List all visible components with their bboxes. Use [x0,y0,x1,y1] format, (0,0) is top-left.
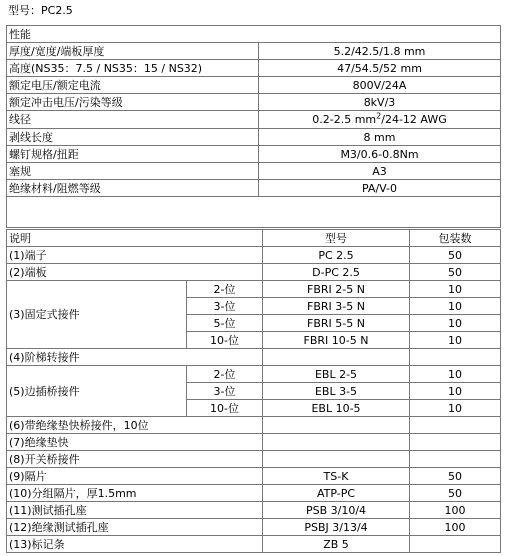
parts-desc: (8)开关桥接件 [7,451,263,468]
parts-pack: 10 [410,332,501,349]
spec-label: 螺钉规格/扭距 [7,146,259,163]
parts-model [263,349,410,366]
parts-desc: (5)边插桥接件 [7,366,187,417]
spec-header: 性能 [7,26,501,43]
spec-row [7,111,501,129]
spec-value: 800V/24A [259,77,501,94]
parts-pack: 10 [410,383,501,400]
spec-value: PA/V-0 [259,180,501,197]
parts-row [7,434,501,451]
spec-value: M3/0.6-0.8Nm [259,146,501,163]
parts-header-desc: 说明 [7,230,263,247]
parts-pack: 10 [410,298,501,315]
parts-desc: (6)带绝缘垫快桥接件，10位 [7,417,263,434]
parts-desc: (13)标记条 [7,536,263,553]
parts-desc: (10)分组隔片，厚1.5mm [7,485,263,502]
parts-header-model: 型号 [263,230,410,247]
parts-pack: 10 [410,400,501,417]
spec-blank-row [7,197,501,228]
parts-model: TS-K [263,468,410,485]
parts-pack [410,536,501,553]
parts-pos: 3-位 [187,383,263,400]
spec-value: A3 [259,163,501,180]
parts-row [7,451,501,468]
parts-model: FBRI 5-5 N [263,315,410,332]
spec-value: 8 mm [259,129,501,146]
spec-label: 线径 [7,111,259,129]
parts-model: EBL 10-5 [263,400,410,417]
spec-value: 8kV/3 [259,94,501,111]
parts-model: PSB 3/10/4 [263,502,410,519]
spec-row [7,129,501,146]
parts-desc: (1)端子 [7,247,263,264]
parts-row [7,519,501,536]
spec-table [6,25,501,228]
parts-pos: 3-位 [187,298,263,315]
parts-desc: (11)测试插孔座 [7,502,263,519]
parts-pack [410,349,501,366]
spec-row [7,146,501,163]
parts-row [7,485,501,502]
parts-pack: 100 [410,519,501,536]
parts-desc: (9)隔片 [7,468,263,485]
parts-model: FBRI 10-5 N [263,332,410,349]
spec-header-row [7,26,501,43]
spec-value-sup: 2 [376,111,382,121]
model-title: 型号：PC2.5 [8,4,73,17]
parts-desc: (4)阶梯转接件 [7,349,263,366]
spec-label: 额定电压/额定电流 [7,77,259,94]
spec-row [7,60,501,77]
parts-pack [410,417,501,434]
parts-row [7,417,501,434]
parts-model: PC 2.5 [263,247,410,264]
parts-pack: 100 [410,502,501,519]
spec-label: 绝缘材料/阻燃等级 [7,180,259,197]
parts-table [6,229,501,553]
spec-row [7,163,501,180]
parts-model: EBL 3-5 [263,383,410,400]
parts-model: ZB 5 [263,536,410,553]
parts-pos: 2-位 [187,366,263,383]
parts-row [7,366,501,383]
parts-row [7,247,501,264]
parts-pack: 50 [410,247,501,264]
parts-pack: 50 [410,485,501,502]
parts-desc: (12)绝缘测试插孔座 [7,519,263,536]
spec-row [7,43,501,60]
parts-pack [410,434,501,451]
parts-row [7,536,501,553]
parts-model [263,451,410,468]
parts-pack [410,451,501,468]
spec-value [259,111,501,129]
parts-row [7,468,501,485]
parts-pack: 10 [410,315,501,332]
parts-row [7,281,501,298]
parts-model: PSBJ 3/13/4 [263,519,410,536]
parts-model: EBL 2-5 [263,366,410,383]
spec-value-suffix: /24-12 AWG [381,113,447,126]
spec-label: 塞规 [7,163,259,180]
parts-desc: (3)固定式接件 [7,281,187,349]
spec-blank-cell [7,197,501,228]
spec-label: 厚度/宽度/端板厚度 [7,43,259,60]
parts-model [263,417,410,434]
parts-row [7,502,501,519]
spec-value: 47/54.5/52 mm [259,60,501,77]
parts-pack: 10 [410,366,501,383]
parts-model: D-PC 2.5 [263,264,410,281]
parts-desc: (2)端板 [7,264,263,281]
spec-row [7,94,501,111]
spec-label: 高度(NS35：7.5 / NS35：15 / NS32) [7,60,259,77]
parts-header-pack: 包装数 [410,230,501,247]
parts-pos: 2-位 [187,281,263,298]
parts-pos: 10-位 [187,332,263,349]
parts-row [7,264,501,281]
parts-model: ATP-PC [263,485,410,502]
parts-pack: 50 [410,468,501,485]
parts-model [263,434,410,451]
spec-row [7,180,501,197]
parts-pack: 10 [410,281,501,298]
parts-pos: 10-位 [187,400,263,417]
parts-model: FBRI 2-5 N [263,281,410,298]
spec-label: 额定冲击电压/污染等级 [7,94,259,111]
parts-model: FBRI 3-5 N [263,298,410,315]
parts-pos: 5-位 [187,315,263,332]
parts-pack: 50 [410,264,501,281]
parts-desc: (7)绝缘垫快 [7,434,263,451]
spec-row [7,77,501,94]
spec-value: 5.2/42.5/1.8 mm [259,43,501,60]
parts-row [7,349,501,366]
parts-header-row [7,230,501,247]
spec-value-prefix: 0.2-2.5 mm [312,113,377,126]
spec-label: 剥线长度 [7,129,259,146]
